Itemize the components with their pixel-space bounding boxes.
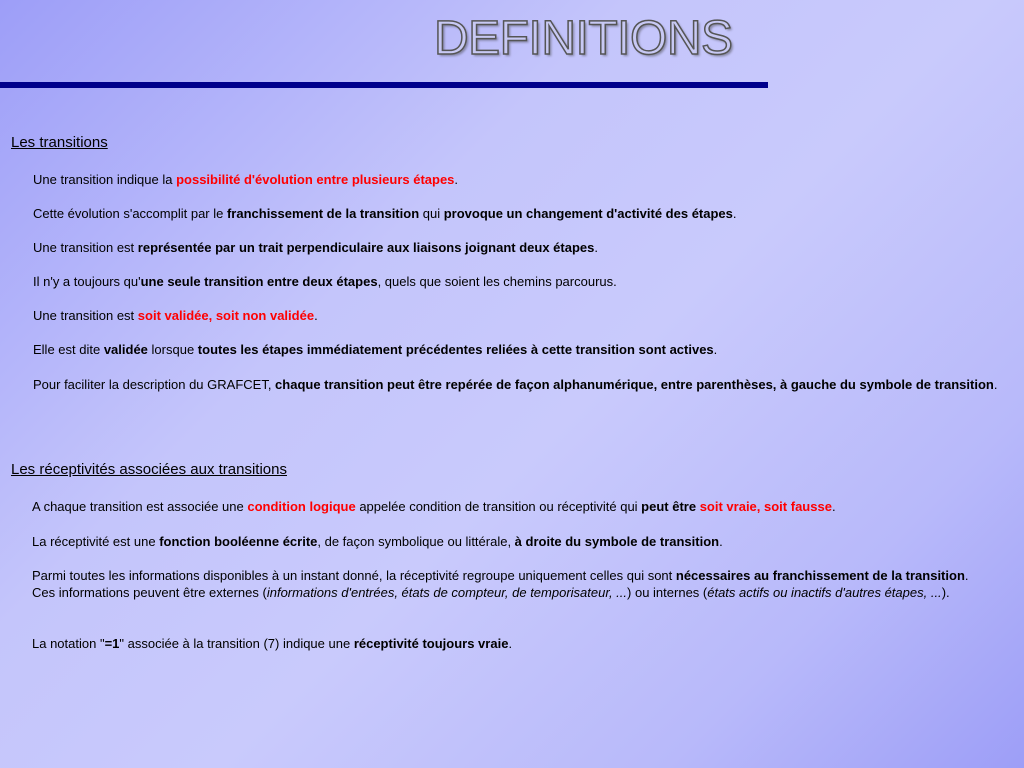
transition-paragraph-6: Elle est dite validée lorsque toutes les étapes immédiatement précédentes reliées à cette transition sont actives. — [33, 342, 718, 357]
section-heading-receptivites: Les réceptivités associées aux transitions — [11, 461, 287, 478]
receptivite-paragraph-1: A chaque transition est associée une condition logique appelée condition de transition ou réceptivité qui peut être soit vraie, soit fausse. — [32, 499, 836, 514]
section-heading-transitions: Les transitions — [11, 134, 108, 151]
transition-paragraph-5: Une transition est soit validée, soit non validée. — [33, 308, 318, 323]
receptivite-paragraph-3: Parmi toutes les informations disponibles à un instant donné, la réceptivité regroupe uniquement celles qui sont nécessaires au franchissement de la transition. Ces informations peuvent être externes (informations d'entrées, états de compteur, de temporisateur, ...) ou internes (états actifs ou inactifs d'autres étapes, ...). — [32, 568, 969, 600]
transition-paragraph-2: Cette évolution s'accomplit par le franchissement de la transition qui provoque un changement d'activité des étapes. — [33, 206, 737, 221]
transition-paragraph-4: Il n'y a toujours qu'une seule transition entre deux étapes, quels que soient les chemins parcourus. — [33, 274, 617, 289]
receptivite-paragraph-2: La réceptivité est une fonction booléenne écrite, de façon symbolique ou littérale, à droite du symbole de transition. — [32, 534, 723, 549]
transition-paragraph-7: Pour faciliter la description du GRAFCET, chaque transition peut être repérée de façon alphanumérique, entre parenthèses, à gauche du symbole de transition. — [33, 377, 998, 392]
receptivite-paragraph-4: La notation "=1" associée à la transition (7) indique une réceptivité toujours vraie. — [32, 636, 513, 651]
transition-paragraph-3: Une transition est représentée par un trait perpendiculaire aux liaisons joignant deux étapes. — [33, 240, 598, 255]
transition-paragraph-1: Une transition indique la possibilité d'évolution entre plusieurs étapes. — [33, 172, 459, 187]
title-divider — [0, 82, 768, 88]
slide-title: DEFINITIONS — [434, 12, 733, 65]
